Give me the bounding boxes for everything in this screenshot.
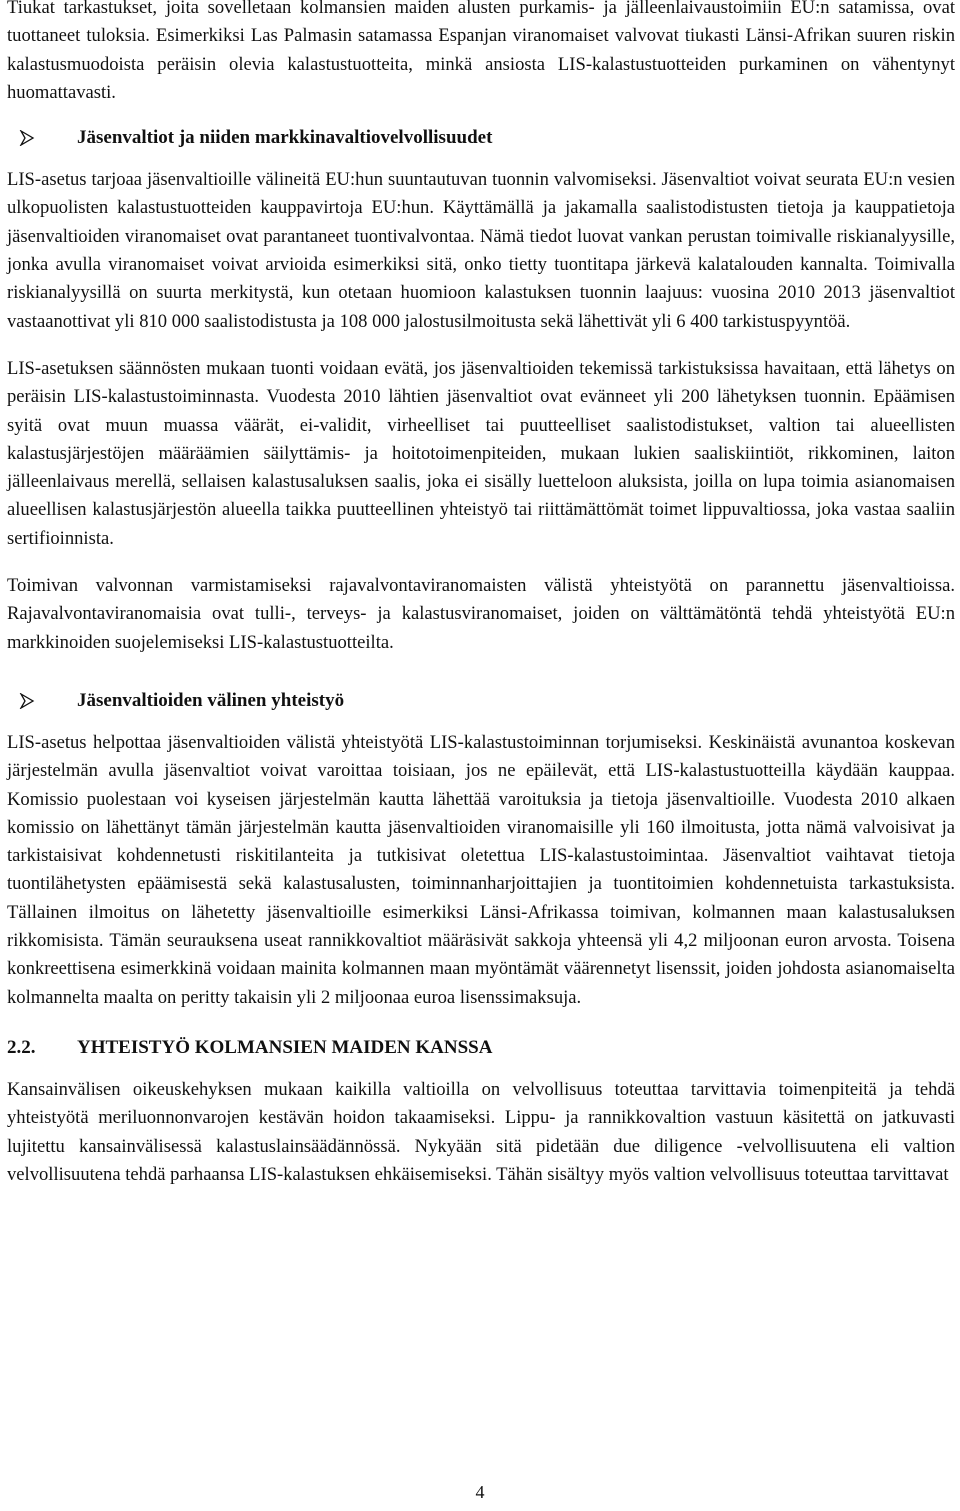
paragraph-import-control: LIS-asetus tarjoaa jäsenvaltioille välineitä EU:hun suuntautuvan tuonnin valvomiseksi. Jäsenvaltiot voivat seurata EU:n vesien ulkopuolisten kalastustuotteiden kauppavirtoja EU:hun. Käyttämällä ja jakamalla saalistodistusten tietoja ja kauppatietoja jäsenvaltioiden viranomaiset ovat parantaneet tuontivalvontaa. Nämä tiedot luovat vankan perustan toimivalle riskianalyysille, jonka avulla viranomaiset voivat arvioida esimerkiksi sitä, onko tietty tuontitapa järkevä kalatalouden kannalta. Toimivalla riskianalyysillä on suurta merkitystä, kun otetaan huomioon kalastuksen tuonnin laajuus: vuosina 2010 2013 jäsenvaltiot vastaanottivat yli 810 000 saalistodistusta ja 108 000 jalostusilmoitusta sekä lähettivät yli 6 400 tarkistuspyyntöä. [7,169,955,332]
arrow-bullet-icon [7,693,77,709]
arrow-bullet-icon [7,130,77,146]
heading-text: Jäsenvaltioiden välinen yhteistyö [77,689,345,711]
section-title: YHTEISTYÖ KOLMANSIEN MAIDEN KANSSA [77,1036,493,1058]
heading-member-states-market-obligations [7,124,955,152]
heading-member-state-cooperation [7,687,955,715]
section-heading-third-countries [7,1034,955,1062]
paragraph-port-inspections: Tiukat tarkastukset, joita sovelletaan kolmansien maiden alusten purkamis- ja jälleenlaivaustoimiin EU:n satamissa, ovat tuottaneet tuloksia. Esimerkiksi Las Palmasin satamassa Espanjan viranomaiset valvovat tiukasti Länsi-Afrikan suuren riskin kalastusmuodoista peräisin olevia kalastustuotteita, minkä ansiosta LIS-kalastustuotteiden purkaminen on vähentynyt huomattavasti. [7,0,955,103]
section-number: 2.2. [7,1036,36,1058]
paragraph-import-refusal: LIS-asetuksen säännösten mukaan tuonti voidaan evätä, jos jäsenvaltioiden tekemissä tarkistuksissa havaitaan, että lähetys on peräisin LIS-kalastustoiminnasta. Vuodesta 2010 lähtien jäsenvaltiot ovat evänneet yli 200 lähetyksen tuonnin. Epäämisen syitä ovat muun muassa väärät, ei-validit, virheelliset tai puutteelliset saalistodistukset, valtion tai alueellisten kalastusjärjestöjen määräämien säilyttämis- ja hoitotoimenpiteiden, mukaan lukien saaliskiintiöt, rikkominen, laiton jälleenlaivaus merellä, sellaisen kalastusaluksen saalis, joka ei sisälly luetteloon aluksista, joilla on lupa toimia asianomaisen alueellisen kalastusjärjestön alueella taikka puutteellinen yhteistyö tai riittämättömät toimet lippuvaltiossa, joka vastaa saaliin sertifioinnista. [7,357,955,549]
page-number: 4 [475,1482,485,1502]
document-page [7,0,955,1189]
paragraph-international-framework: Kansainvälisen oikeuskehyksen mukaan kaikilla valtioilla on velvollisuus toteuttaa tarvittavia toimenpiteitä ja tehdä yhteistyötä meriluonnonvarojen kestävän hoidon takaamiseksi. Lippu- ja rannikkovaltion vastuun käsitettä on jatkuvasti lujitettu kansainvälisessä kalastuslainsäädännössä. Nykyään sitä pidetään due diligence -velvollisuutena eli valtion velvollisuutena tehdä parhaansa LIS-kalastuksen ehkäisemiseksi. Tähän sisältyy myös valtion velvollisuus toteuttaa tarvittavat [7,1078,955,1185]
paragraph-mutual-assistance: LIS-asetus helpottaa jäsenvaltioiden välistä yhteistyötä LIS-kalastustoiminnan torjumiseksi. Keskinäistä avunantoa koskevan järjestelmän avulla jäsenvaltiot voivat varoittaa toisiaan, jos ne epäilevät, että LIS-kalastustuotteilla käydään kauppaa. Komissio puolestaan voi kyseisen järjestelmän kautta lähettää varoituksia ja tietoja jäsenvaltioille. Vuodesta 2010 alkaen komissio on lähettänyt tämän järjestelmän kautta jäsenvaltioiden viranomaisille yli 160 ilmoitusta, jotta nämä valvoisivat ja tarkistaisivat kohdennetusti riskitilanteita ja tutkisivat oletettua LIS-kalastustoimintaa. Jäsenvaltiot vaihtavat tietoja tuontilähetysten epäämisestä sekä kalastusalusten, toiminnanharjoittajien ja tuontitoimien kohdennetuista tarkastuksista. Tällainen ilmoitus on lähetetty jäsenvaltioille esimerkiksi Länsi-Afrikassa toimivan, kolmannen maan kalastusaluksen rikkomisista. Tämän seurauksena useat rannikkovaltiot määräsivät sakkoja yhteensä yli 4,2 miljoonan euron arvosta. Toisena konkreettisena esimerkkinä voidaan mainita kolmannen maan myöntämät väärennetyt lisenssit, joiden johdosta asianomaiselta kolmannelta maalta on peritty takaisin yli 2 miljoonaa euroa lisenssimaksuja. [7,731,955,1008]
heading-text: Jäsenvaltiot ja niiden markkinavaltiovelvollisuudet [77,127,493,149]
paragraph-border-control-cooperation: Toimivan valvonnan varmistamiseksi rajavalvontaviranomaisten välistä yhteistyötä on parannettu jäsenvaltioissa. Rajavalvontaviranomaisia ovat tulli-, terveys- ja kalastusviranomaiset, joiden on välttämätöntä tehdä yhteistyötä EU:n markkinoiden suojelemiseksi LIS-kalastustuotteilta. [7,575,955,653]
